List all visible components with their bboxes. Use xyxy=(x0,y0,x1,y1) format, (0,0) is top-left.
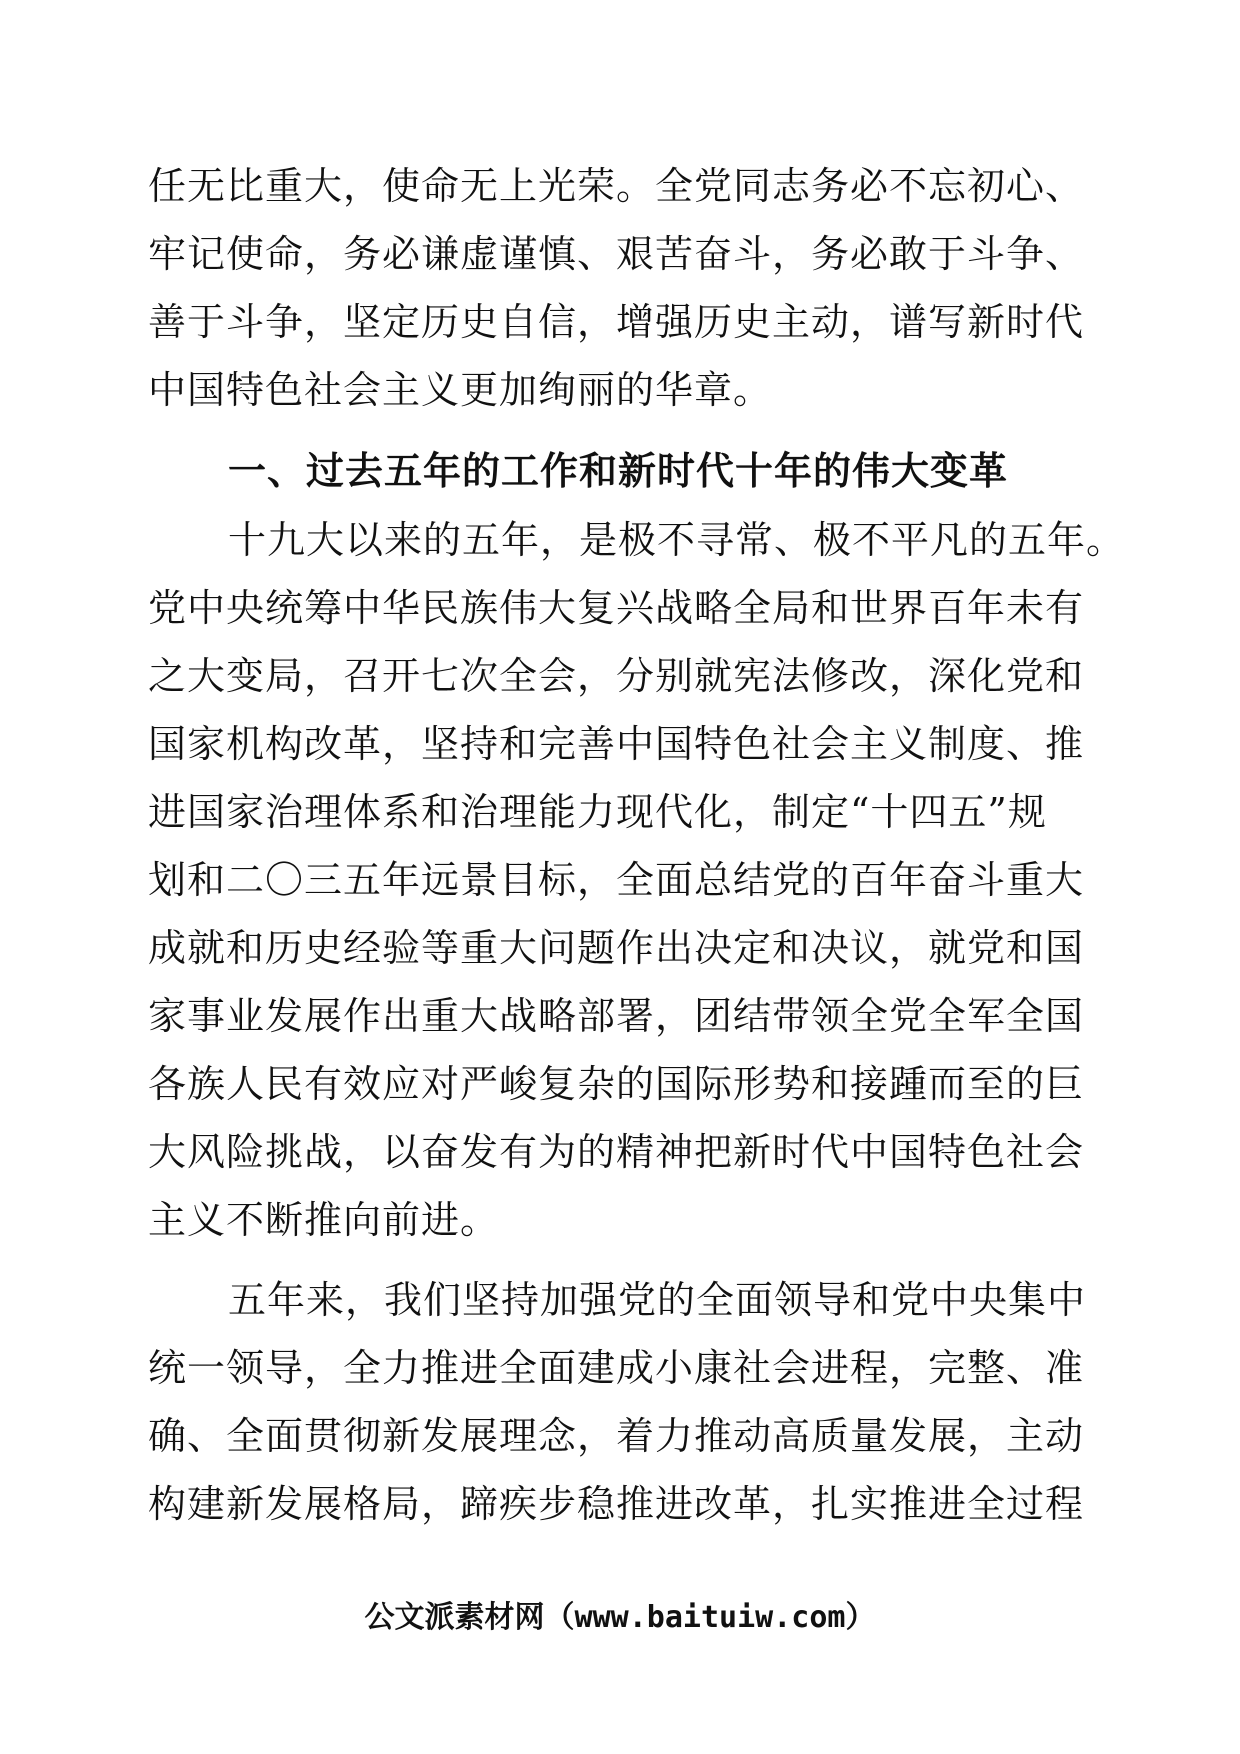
document-body xyxy=(148,152,1126,1538)
continuation-paragraph xyxy=(148,152,1098,424)
paragraph-2 xyxy=(148,1266,1098,1538)
text-line: 成就和历史经验等重大问题作出决定和决议，就党和国 xyxy=(148,926,1085,970)
footer-open-paren: （ xyxy=(544,1600,575,1635)
text-line: 构建新发展格局，蹄疾步稳推进改革，扎实推进全过程 xyxy=(148,1482,1085,1526)
section-heading: 一、过去五年的工作和新时代十年的伟大变革 xyxy=(228,449,1009,493)
text-line: 十九大以来的五年，是极不寻常、极不平凡的五年。 xyxy=(228,518,1126,562)
text-line: 主义不断推向前进。 xyxy=(148,1198,500,1242)
text-line: 党中央统筹中华民族伟大复兴战略全局和世界百年未有 xyxy=(148,586,1085,630)
text-line: 统一领导，全力推进全面建成小康社会进程，完整、准 xyxy=(148,1346,1085,1390)
text-line: 进国家治理体系和治理能力现代化，制定“十四五”规 xyxy=(148,790,1047,834)
footer-site-name: 公文派素材网 xyxy=(364,1600,545,1635)
text-line: 之大变局，召开七次全会，分别就宪法修改，深化党和 xyxy=(148,654,1085,698)
text-line: 牢记使命，务必谦虚谨慎、艰苦奋斗，务必敢于斗争、 xyxy=(148,232,1085,276)
text-line: 确、全面贯彻新发展理念，着力推动高质量发展，主动 xyxy=(148,1414,1085,1458)
text-line: 大风险挑战，以奋发有为的精神把新时代中国特色社会 xyxy=(148,1130,1085,1174)
text-line: 国家机构改革，坚持和完善中国特色社会主义制度、推 xyxy=(148,722,1085,766)
text-line: 中国特色社会主义更加绚丽的华章。 xyxy=(148,368,773,412)
text-line: 各族人民有效应对严峻复杂的国际形势和接踵而至的巨 xyxy=(148,1062,1085,1106)
paragraph-1 xyxy=(148,506,1126,1254)
text-line: 家事业发展作出重大战略部署，团结带领全党全军全国 xyxy=(148,994,1085,1038)
text-line: 划和二〇三五年远景目标，全面总结党的百年奋斗重大 xyxy=(148,858,1085,902)
footer-close-paren: ） xyxy=(845,1600,876,1635)
text-line: 善于斗争，坚定历史自信，增强历史主动，谱写新时代 xyxy=(148,300,1085,344)
page-footer xyxy=(0,1598,1240,1638)
text-line: 五年来，我们坚持加强党的全面领导和党中央集中 xyxy=(228,1278,1087,1322)
text-line: 任无比重大，使命无上光荣。全党同志务必不忘初心、 xyxy=(148,164,1085,208)
footer-url: www.baituiw.com xyxy=(574,1600,846,1635)
